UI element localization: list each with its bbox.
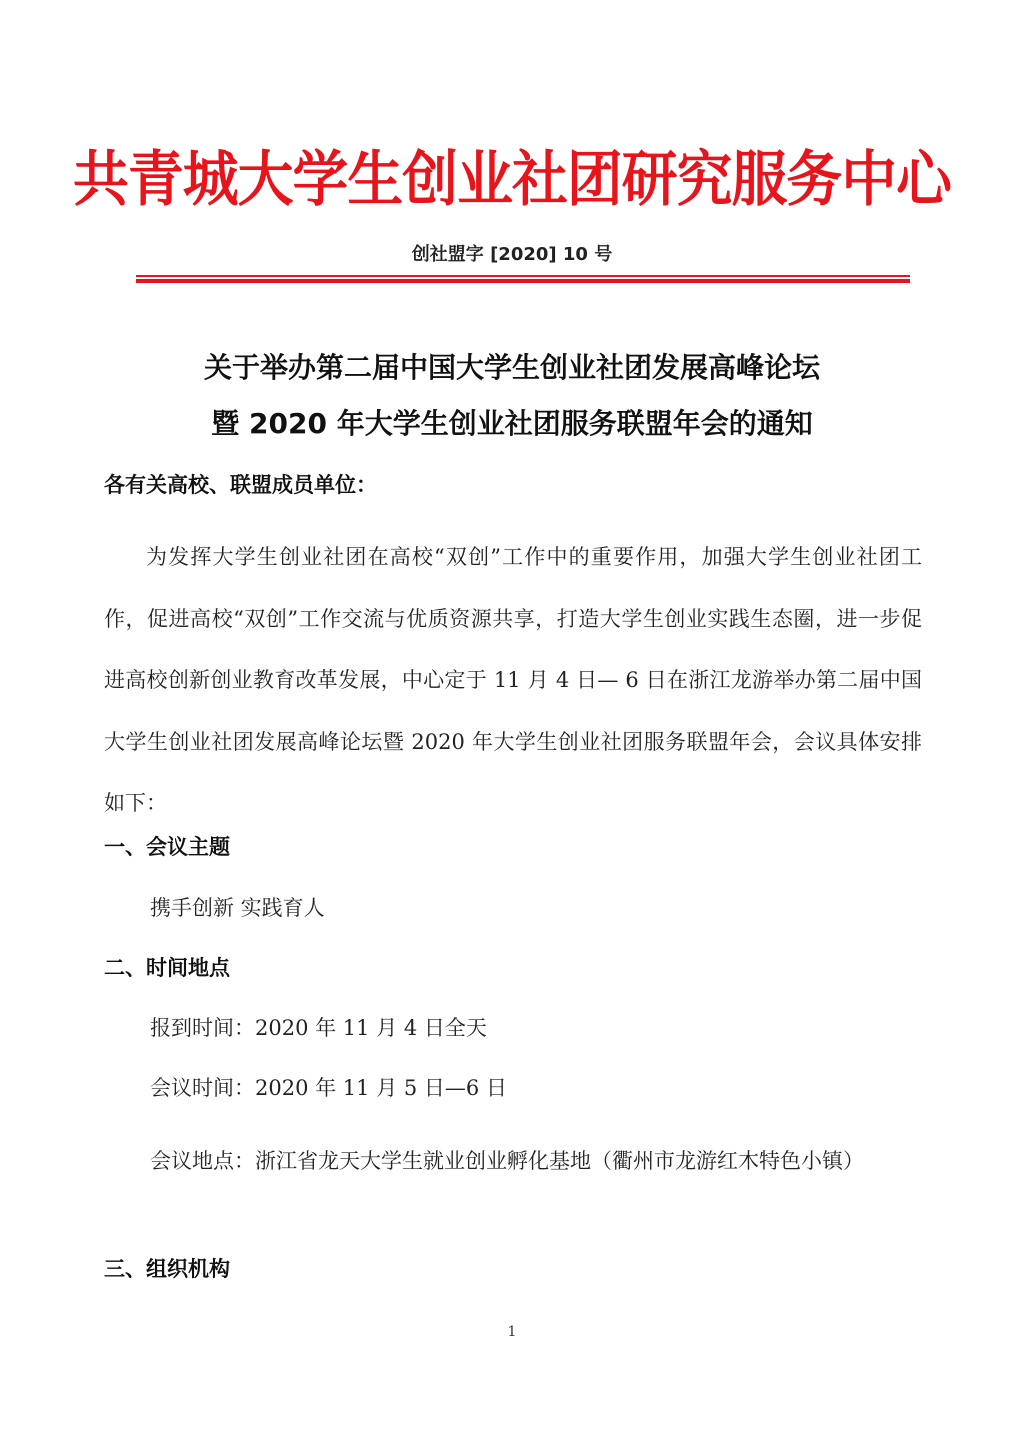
meeting-time: 会议时间：2020 年 11 月 5 日—6 日	[150, 1076, 507, 1100]
red-header-rule-thin	[136, 275, 910, 277]
issuing-org-name: 共青城大学生创业社团研究服务中心	[73, 145, 951, 215]
salutation: 各有关高校、联盟成员单位：	[104, 473, 377, 497]
document-number: 创社盟字 [2020] 10 号	[411, 244, 613, 265]
intro-paragraph: 为发挥大学生创业社团在高校“双创”工作中的重要作用，加强大学生创业社团工作，促进高校“双创”工作交流与优质资源共享，打造大学生创业实践生态圈，进一步促进高校创新创业教育改革发展，中心定于 11 月 4 日— 6 日在浙江龙游举办第二届中国大学生创业社团发展高峰论坛暨 2020 年大学生创业社团服务联盟年会，会议具体安排如下：	[104, 545, 922, 815]
meeting-theme: 携手创新 实践育人	[150, 896, 325, 920]
section-heading-organization: 三、组织机构	[104, 1257, 230, 1281]
section-heading-time-place: 二、时间地点	[104, 956, 230, 980]
page-number: 1	[507, 1324, 517, 1340]
notice-title-line-2: 暨 2020 年大学生创业社团服务联盟年会的通知	[211, 407, 813, 440]
notice-title-line-1: 关于举办第二届中国大学生创业社团发展高峰论坛	[203, 351, 820, 384]
section-heading-theme: 一、会议主题	[104, 835, 230, 859]
registration-time: 报到时间：2020 年 11 月 4 日全天	[150, 1016, 487, 1040]
red-header-rule-thick	[136, 279, 910, 283]
meeting-venue: 会议地点：浙江省龙天大学生就业创业孵化基地（衢州市龙游红木特色小镇）	[150, 1149, 864, 1173]
